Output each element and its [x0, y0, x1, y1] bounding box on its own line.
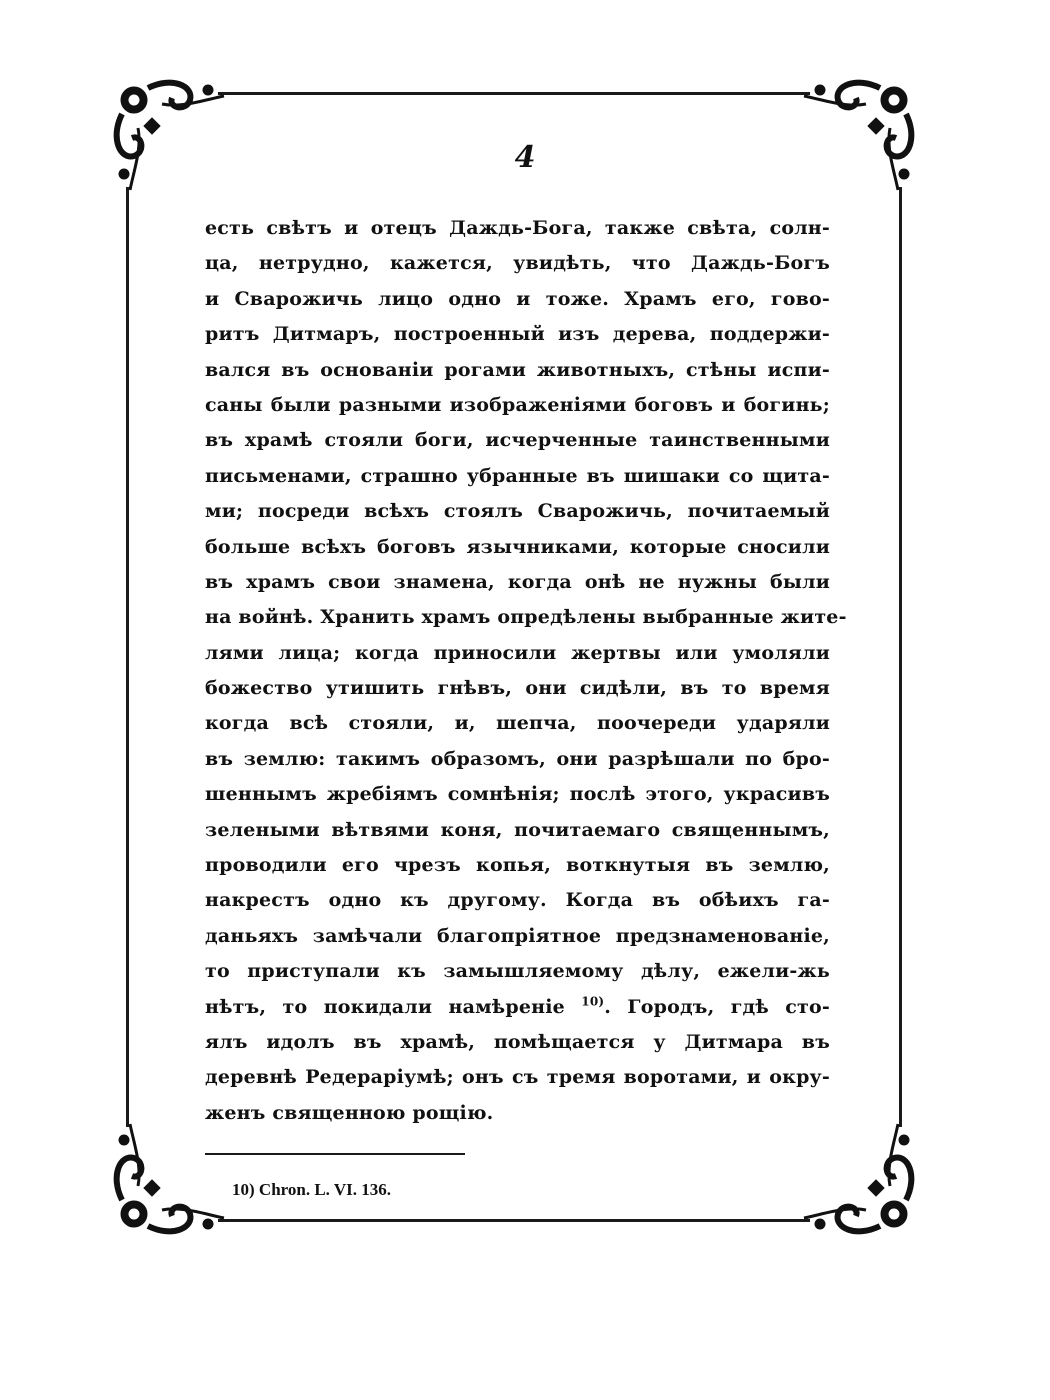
body-line: больше всѣхъ боговъ язычниками, которые сносили [205, 535, 830, 558]
body-line: женъ священною рощію. [205, 1101, 494, 1124]
body-line: ялъ идолъ въ храмѣ, помѣщается у Дитмара въ [205, 1030, 830, 1053]
body-line: то приступали къ замышляемому дѣлу, ежели-жь [205, 960, 830, 983]
body-line: въ храмѣ стояли боги, исчерченные таинственными [205, 429, 830, 452]
border-top [218, 92, 810, 95]
body-line: ца, нетрудно, кажется, увидѣть, что Даждь-Богъ [205, 252, 830, 275]
body-line-with-footnote-ref [205, 990, 830, 1025]
corner-ornament-icon [112, 78, 230, 196]
body-line: ми; посреди всѣхъ стоялъ Сварожичь, почитаемый [205, 500, 830, 523]
body-line: вался въ основаніи рогами животныхъ, стѣны испи- [205, 358, 830, 381]
border-bottom [218, 1219, 810, 1222]
page-number: 4 [514, 140, 536, 175]
body-line: ритъ Дитмаръ, построенный изъ дерева, поддержи- [205, 323, 830, 346]
body-line: шеннымъ жребіямъ сомнѣнія; послѣ этого, украсивъ [205, 783, 830, 806]
footnote: 10) Chron. L. VI. 136. [232, 1180, 392, 1199]
body-line: въ землю: такимъ образомъ, они разрѣшали по бро- [205, 747, 830, 770]
body-line: проводили его чрезъ копья, воткнутыя въ землю, [205, 854, 830, 877]
border-left [126, 187, 129, 1127]
body-text [205, 211, 847, 1131]
body-line: есть свѣтъ и отецъ Даждь-Бога, также свѣта, солн- [205, 217, 830, 239]
body-line-part: . Городъ, гдѣ сто- [604, 995, 830, 1018]
body-line: божество утишить гнѣвъ, они сидѣли, въ то время [205, 677, 830, 700]
corner-ornament-icon [798, 78, 916, 196]
body-line: въ храмъ свои знамена, когда онѣ не нужны были [205, 570, 830, 593]
corner-ornament-icon [798, 1118, 916, 1236]
corner-ornament-icon [112, 1118, 230, 1236]
body-line: саны были разными изображеніями боговъ и богинь; [205, 393, 830, 416]
body-line: лями лица; когда приносили жертвы или умоляли [205, 641, 830, 664]
body-line: на войнѣ. Хранить храмъ опредѣлены выбранные жите- [205, 606, 847, 629]
footnote-marker[interactable]: 10) [581, 994, 605, 1009]
body-line: накрестъ одно къ другому. Когда въ обѣихъ га- [205, 889, 830, 912]
border-right [899, 187, 902, 1127]
body-line: зелеными вѣтвями коня, почитаемаго священнымъ, [205, 818, 830, 841]
body-line: даньяхъ замѣчали благопріятное предзнаменованіе, [205, 924, 830, 947]
body-line: и Сварожичь лицо одно и тоже. Храмъ его, гово- [205, 287, 830, 310]
body-line: когда всѣ стояли, и, шепча, поочереди ударяли [205, 712, 830, 735]
body-line: письменами, страшно убранные въ шишаки со щита- [205, 464, 830, 487]
body-line-part: нѣтъ, то покидали намѣреніе [205, 995, 565, 1018]
footnote-rule [205, 1153, 465, 1155]
body-line: деревнѣ Редераріумѣ; онъ съ тремя воротами, и окру- [205, 1066, 830, 1089]
